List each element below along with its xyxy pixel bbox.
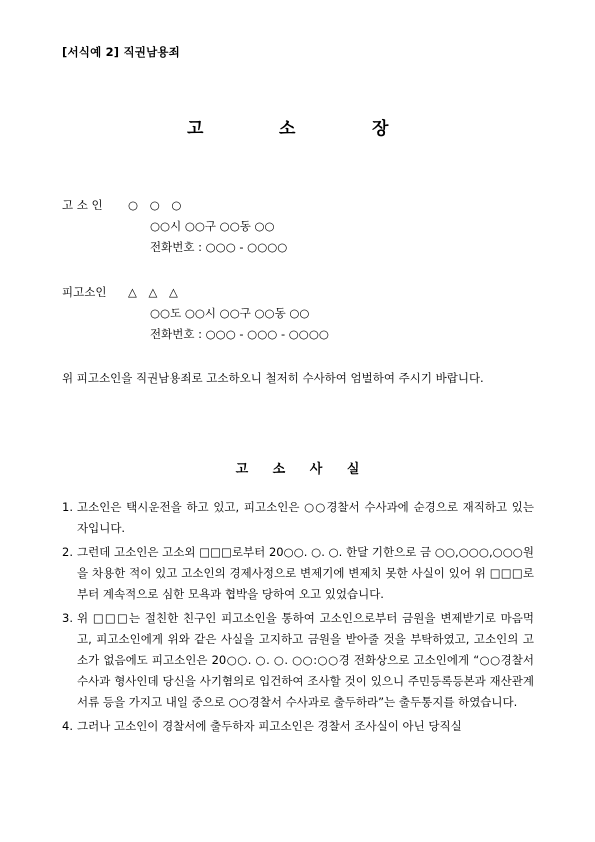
facts-item-text: 그런데 고소인은 고소외 □□□로부터 20○○. ○. ○. 한달 기한으로 금 ○○,○○○,○○○원을 차용한 적이 있고 고소인의 경제사정으로 변제기에 변제치 못한 사실이 있어 위 □□□로부터 계속적으로 심한 모욕과 협박을 당하여 오고 있었습니다. [77,545,534,601]
facts-item-number: 3. [62,611,73,625]
accused-phone: 전화번호 : ○○○ - ○○○ - ○○○○ [150,327,329,341]
document-title [0,114,595,138]
accused-label: 피고소인 [62,285,107,299]
facts-item [62,497,534,539]
facts-heading: 고 소 사 실 [235,462,370,477]
facts-item-number: 4. [62,719,73,733]
complainant-address: ○○시 ○○구 ○○동 ○○ [150,219,275,233]
facts-item-number: 1. [62,500,73,514]
request-paragraph: 위 피고소인을 직권남용죄로 고소하오니 철저히 수사하여 엄벌하여 주시기 바랍니다. [62,371,484,385]
facts-item-number: 2. [62,545,73,559]
form-label: [서식예 2] 직권남용죄 [62,45,180,59]
title-char-3: 장 [372,119,389,139]
complainant-name: ○ ○ ○ [128,198,186,212]
facts-item-text: 그러나 고소인이 경찰서에 출두하자 피고소인은 경찰서 조사실이 아닌 당직실 [77,719,462,733]
title-char-2: 소 [279,119,296,139]
accused-address: ○○도 ○○시 ○○구 ○○동 ○○ [150,306,310,320]
facts-item-text: 고소인은 택시운전을 하고 있고, 피고소인은 ○○경찰서 수사과에 순경으로 재직하고 있는 자입니다. [77,500,534,535]
facts-item [62,542,534,605]
facts-item [62,608,534,713]
title-char-1: 고 [187,119,204,139]
complainant-phone: 전화번호 : ○○○ - ○○○○ [150,240,288,254]
complainant-label: 고 소 인 [62,198,103,212]
facts-item [62,716,534,737]
facts-item-text: 위 □□□는 절친한 친구인 피고소인을 통하여 고소인으로부터 금원을 변제받기로 마음먹고, 피고소인에게 위와 같은 사실을 고지하고 금원을 받아줄 것을 부탁하였고, 고소인의 고소가 없음에도 피고소인은 20○○. ○. ○. ○○:○○경 전화상으로 고소인에게 “○○경찰서 수사과 형사인데 당신을 사기혐의로 입건하여 조사할 것이 있으니 주민등록등본과 재산관계서류 등을 가지고 내일 중으로 ○○경찰서 수사과로 출두하라”는 출두통지를 하였습니다. [77,611,534,709]
facts-list [62,497,534,740]
accused-name: △ △ △ [128,285,182,299]
